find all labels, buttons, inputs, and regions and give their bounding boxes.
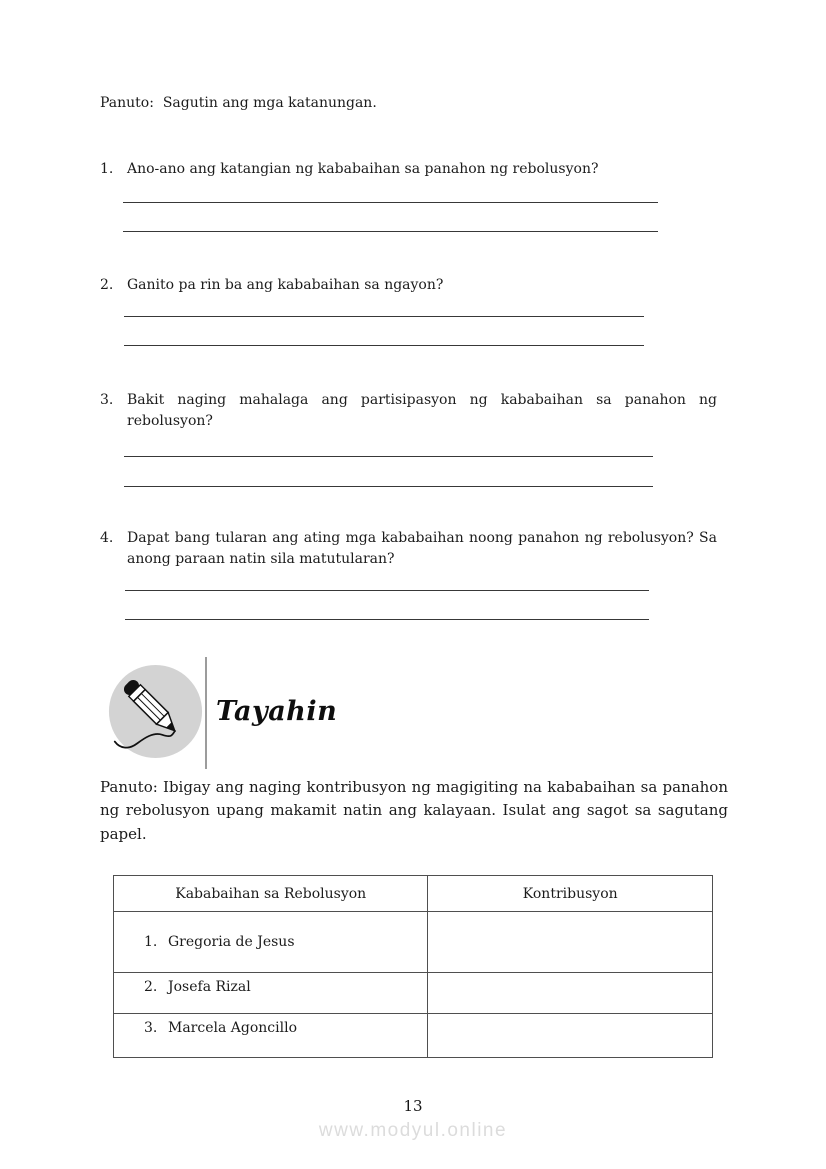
answer-line — [125, 619, 649, 620]
woman-name-cell — [114, 912, 428, 973]
table-row — [114, 973, 713, 1014]
question-2 — [100, 275, 717, 296]
woman-name-cell — [114, 973, 428, 1014]
row-number: 2. — [144, 979, 158, 995]
table-row — [114, 912, 713, 973]
answer-line — [124, 345, 644, 346]
contribution-cell — [428, 1014, 713, 1058]
question-3 — [100, 390, 717, 432]
answer-line — [125, 590, 649, 591]
row-number: 1. — [144, 934, 158, 950]
question-2-number: 2. — [100, 277, 114, 293]
table-row — [114, 1014, 713, 1058]
question-3-text: Bakit naging mahalaga ang partisipasyon ng kababaihan sa panahon ng rebolusyon? — [127, 392, 717, 429]
answer-line — [124, 456, 653, 457]
watermark: www.modyul.online — [318, 1120, 508, 1141]
contribution-table — [113, 875, 713, 1058]
section-title: Tayahin — [216, 696, 338, 727]
woman-name: Josefa Rizal — [168, 979, 251, 995]
question-3-number: 3. — [100, 392, 114, 408]
column-header-women: Kababaihan sa Rebolusyon — [114, 876, 428, 912]
woman-name: Gregoria de Jesus — [168, 934, 295, 950]
question-1 — [100, 159, 717, 180]
answer-line — [123, 231, 658, 232]
pencil-icon — [107, 663, 204, 760]
row-number: 3. — [144, 1020, 158, 1036]
contribution-cell — [428, 973, 713, 1014]
answer-line — [123, 202, 658, 203]
table-header-row — [114, 876, 713, 912]
assessment-instruction: Panuto: Ibigay ang naging kontribusyon ng magigiting na kababaihan sa panahon ng rebolusyon upang makamit natin ang kalayaan. Isulat ang sagot sa sagutang papel. — [100, 778, 728, 843]
woman-name-cell — [114, 1014, 428, 1058]
woman-name: Marcela Agoncillo — [168, 1020, 297, 1036]
question-4-text: Dapat bang tularan ang ating mga kababaihan noong panahon ng rebolusyon? Sa anong paraan natin sila matutularan? — [127, 530, 717, 567]
page-number: 13 — [403, 1097, 423, 1115]
question-4 — [100, 528, 717, 570]
question-1-number: 1. — [100, 161, 114, 177]
section1-instruction: Panuto: Sagutin ang mga katanungan. — [100, 95, 377, 111]
column-header-contribution: Kontribusyon — [428, 876, 713, 912]
header-divider — [205, 657, 207, 769]
question-2-text: Ganito pa rin ba ang kababaihan sa ngayon? — [127, 277, 444, 293]
answer-line — [124, 486, 653, 487]
contribution-cell — [428, 912, 713, 973]
answer-line — [124, 316, 644, 317]
question-4-number: 4. — [100, 530, 114, 546]
question-1-text: Ano-ano ang katangian ng kababaihan sa panahon ng rebolusyon? — [127, 161, 599, 177]
